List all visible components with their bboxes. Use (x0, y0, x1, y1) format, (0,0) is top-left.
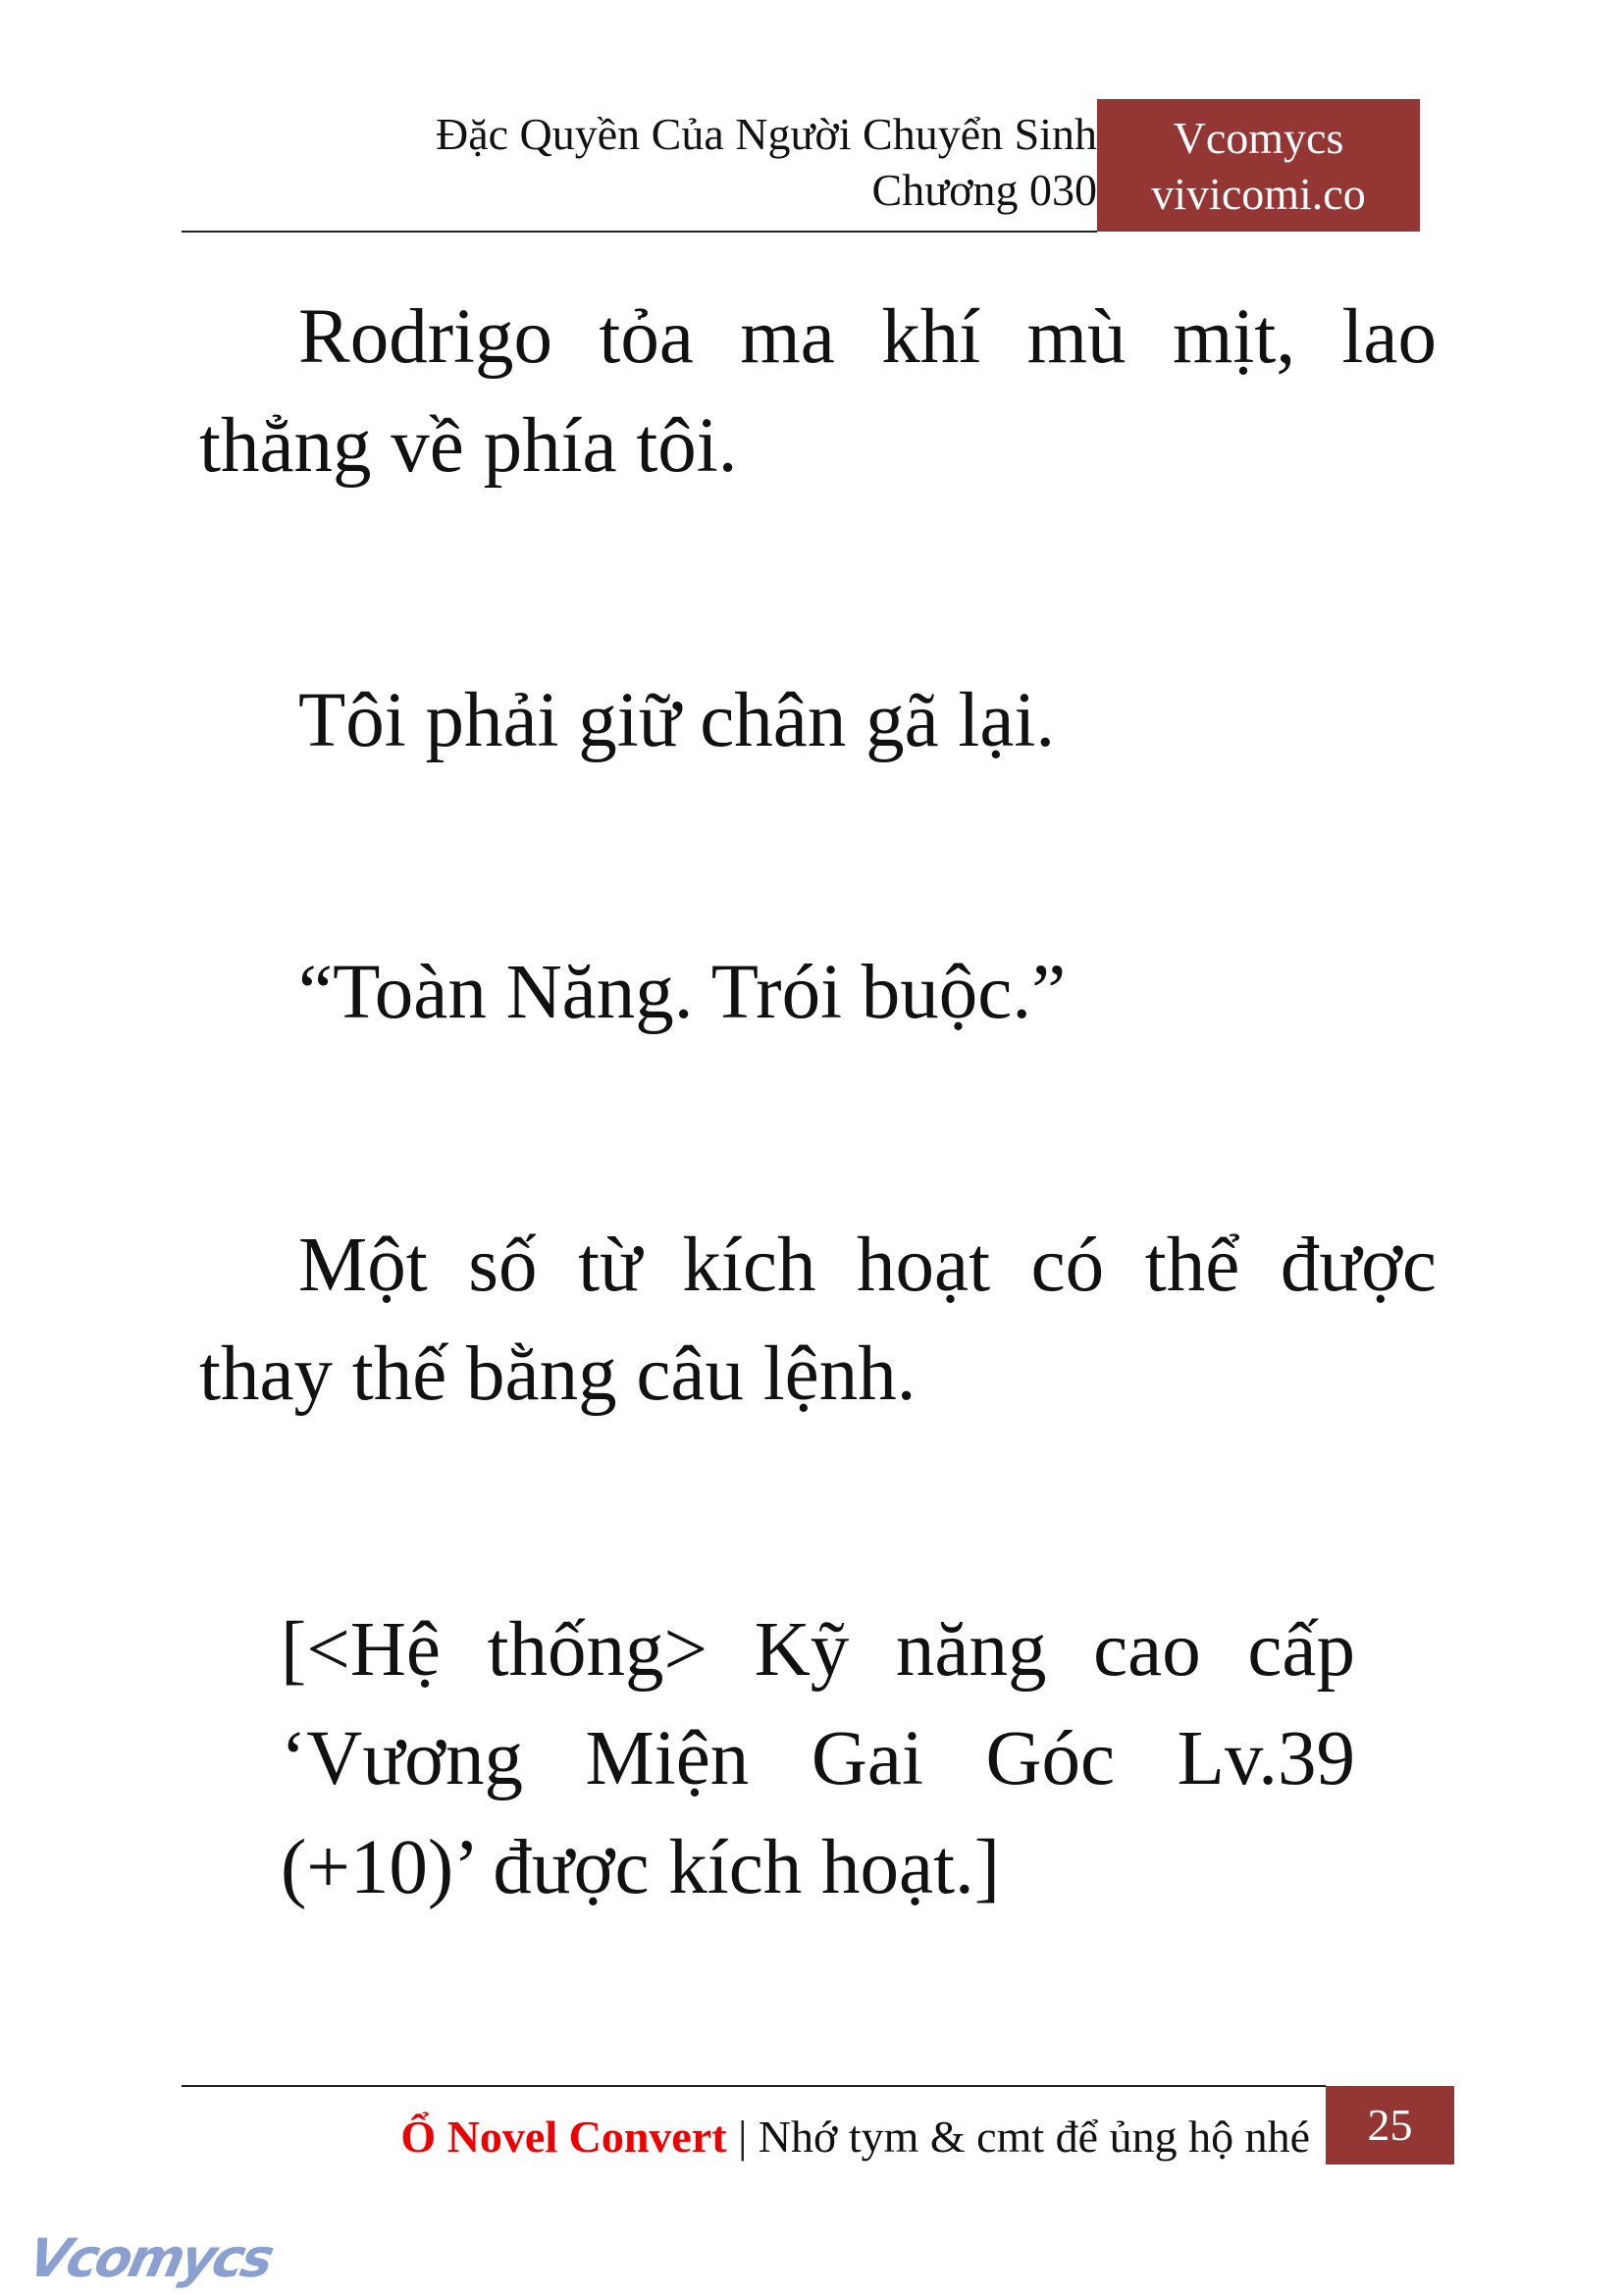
footer-message: Nhớ tym & cmt để ủng hộ nhé (758, 2112, 1310, 2162)
paragraph: Một số từ kích hoạt có thể được thay thế bằng câu lệnh. (199, 1223, 1437, 1417)
footer-divider (182, 2085, 1326, 2087)
header-divider (182, 231, 1097, 233)
footer-text (400, 2110, 1310, 2165)
header-title-block (436, 106, 1097, 218)
page-number: 25 (1326, 2086, 1454, 2165)
footer-brand: Ổ Novel Convert (400, 2112, 727, 2162)
paragraph: “Toàn Năng. Trói buộc.” (298, 950, 1067, 1035)
brand-name: Vcomycs (1173, 113, 1344, 163)
brand-site: vivicomi.co (1151, 169, 1366, 219)
chapter-label: Chương 030 (871, 165, 1097, 215)
system-message: [<Hệ thống> Kỹ năng cao cấp ‘Vương Miện Gai Góc Lv.39 (+10)’ được kích hoạt.] (281, 1607, 1355, 1910)
footer-separator: | (738, 2112, 748, 2162)
paragraph: Rodrigo tỏa ma khí mù mịt, lao thẳng về phía tôi. (199, 294, 1437, 489)
book-title: Đặc Quyền Của Người Chuyển Sinh (435, 109, 1097, 159)
paragraph: Tôi phải giữ chân gã lại. (298, 678, 1056, 763)
header-brand-box (1097, 99, 1420, 232)
watermark-logo: Vcomycs (23, 2227, 278, 2289)
